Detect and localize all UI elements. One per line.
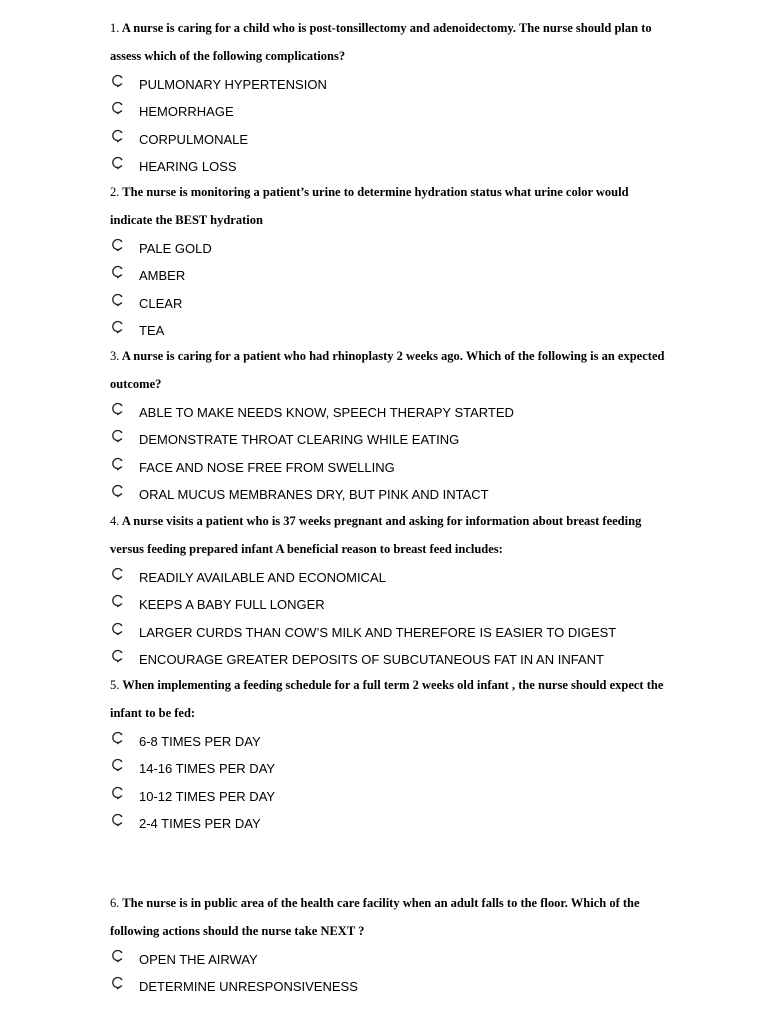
- question-1-text-line-1: [110, 20, 730, 36]
- option-label: ORAL MUCUS MEMBRANES DRY, BUT PINK AND INTACT: [139, 486, 489, 502]
- question-number: 1.: [110, 21, 120, 35]
- question-text: versus feeding prepared infant A beneficial reason to breast feed includes:: [110, 541, 503, 556]
- radio-button-icon[interactable]: [110, 484, 124, 498]
- radio-button-icon[interactable]: [110, 813, 124, 827]
- question-number: 3.: [110, 349, 120, 363]
- question-5-text-line-1: [110, 677, 730, 693]
- radio-button-icon[interactable]: [110, 758, 124, 772]
- radio-button-icon[interactable]: [110, 649, 124, 663]
- question-1-text-line-2: [110, 48, 730, 64]
- question-3-option-3[interactable]: [110, 459, 395, 477]
- question-text: following actions should the nurse take NEXT ?: [110, 923, 365, 938]
- question-4-text-line-2: [110, 541, 730, 557]
- question-number: 6.: [110, 896, 120, 910]
- option-label: HEMORRHAGE: [139, 104, 234, 120]
- question-6-text-line-1: [110, 895, 730, 911]
- option-label: READILY AVAILABLE AND ECONOMICAL: [139, 570, 386, 585]
- question-text: The nurse is in public area of the health care facility when an adult falls to the floor. Which of the: [122, 896, 640, 910]
- question-5-option-3[interactable]: [110, 788, 276, 806]
- option-label: HEARING LOSS: [139, 158, 237, 174]
- radio-button-icon[interactable]: [110, 949, 124, 963]
- option-label: KEEPS A BABY FULL LONGER: [139, 597, 325, 613]
- radio-button-icon[interactable]: [110, 129, 124, 143]
- radio-button-icon[interactable]: [110, 74, 124, 88]
- radio-button-icon[interactable]: [110, 101, 124, 115]
- question-2-option-3[interactable]: [110, 295, 183, 313]
- question-4-option-4[interactable]: [110, 651, 604, 669]
- question-4-option-1[interactable]: [110, 569, 386, 587]
- radio-button-icon[interactable]: [110, 293, 124, 307]
- question-4-text-line-1: [110, 513, 730, 529]
- radio-button-icon[interactable]: [110, 622, 124, 636]
- question-1-option-2[interactable]: [110, 103, 234, 121]
- radio-button-icon[interactable]: [110, 786, 124, 800]
- radio-button-icon[interactable]: [110, 567, 124, 581]
- radio-button-icon[interactable]: [110, 429, 124, 443]
- question-2-text-line-1: [110, 184, 730, 200]
- radio-button-icon[interactable]: [110, 238, 124, 252]
- option-label: 10-12 TIMES PER DAY: [139, 788, 276, 804]
- question-text: The nurse is monitoring a patient’s urine to determine hydration status what urine color would: [122, 185, 629, 199]
- option-label: DEMONSTRATE THROAT CLEARING WHILE EATING: [139, 432, 460, 448]
- option-label: TEA: [139, 322, 165, 338]
- question-text: indicate the BEST hydration: [110, 212, 263, 227]
- question-text: A nurse visits a patient who is 37 weeks pregnant and asking for information about breast feeding: [121, 514, 642, 528]
- option-label: LARGER CURDS THAN COW’S MILK AND THEREFORE IS EASIER TO DIGEST: [139, 624, 617, 640]
- option-label: 2-4 TIMES PER DAY: [139, 815, 261, 831]
- option-label: CORPULMONALE: [139, 131, 249, 147]
- radio-button-icon[interactable]: [110, 594, 124, 608]
- option-label: FACE AND NOSE FREE FROM SWELLING: [139, 459, 395, 475]
- question-1-option-1[interactable]: [110, 76, 327, 94]
- question-number: 2.: [110, 185, 120, 199]
- option-label: PULMONARY HYPERTENSION: [139, 77, 327, 92]
- question-3-text-line-1: [110, 348, 730, 364]
- question-5-option-2[interactable]: [110, 760, 276, 778]
- question-1-option-3[interactable]: [110, 131, 249, 149]
- radio-button-icon[interactable]: [110, 976, 124, 990]
- question-3-text-line-2: [110, 376, 730, 392]
- radio-button-icon[interactable]: [110, 320, 124, 334]
- question-text: assess which of the following complications?: [110, 48, 346, 63]
- question-6-option-2[interactable]: [110, 978, 358, 996]
- radio-button-icon[interactable]: [110, 265, 124, 279]
- question-6-option-1[interactable]: [110, 951, 258, 969]
- question-6-text-line-2: [110, 923, 730, 939]
- question-5-text-line-2: [110, 705, 730, 721]
- question-number: 5.: [110, 678, 120, 692]
- option-label: 14-16 TIMES PER DAY: [139, 761, 276, 777]
- question-2-text-line-2: [110, 212, 730, 228]
- question-2-option-1[interactable]: [110, 240, 212, 258]
- radio-button-icon[interactable]: [110, 156, 124, 170]
- option-label: OPEN THE AIRWAY: [139, 952, 258, 967]
- question-text: infant to be fed:: [110, 705, 196, 720]
- question-2-option-4[interactable]: [110, 322, 165, 340]
- question-5-option-1[interactable]: [110, 733, 261, 751]
- option-label: ABLE TO MAKE NEEDS KNOW, SPEECH THERAPY STARTED: [139, 405, 514, 420]
- question-5-option-4[interactable]: [110, 815, 261, 833]
- option-label: AMBER: [139, 268, 186, 284]
- question-1-option-4[interactable]: [110, 158, 237, 176]
- radio-button-icon[interactable]: [110, 457, 124, 471]
- question-text: A nurse is caring for a child who is post-tonsillectomy and adenoidectomy. The nurse should plan to: [121, 21, 652, 35]
- option-label: CLEAR: [139, 295, 183, 311]
- question-text: A nurse is caring for a patient who had rhinoplasty 2 weeks ago. Which of the following is an expected: [121, 349, 665, 363]
- question-4-option-2[interactable]: [110, 596, 325, 614]
- option-label: DETERMINE UNRESPONSIVENESS: [139, 979, 358, 995]
- option-label: PALE GOLD: [139, 241, 212, 256]
- question-text: outcome?: [110, 376, 162, 391]
- question-4-option-3[interactable]: [110, 624, 617, 642]
- question-3-option-1[interactable]: [110, 404, 514, 422]
- option-label: ENCOURAGE GREATER DEPOSITS OF SUBCUTANEOUS FAT IN AN INFANT: [139, 651, 604, 667]
- question-number: 4.: [110, 514, 120, 528]
- question-text: When implementing a feeding schedule for a full term 2 weeks old infant , the nurse should expect the: [122, 678, 664, 692]
- question-3-option-4[interactable]: [110, 486, 489, 504]
- radio-button-icon[interactable]: [110, 402, 124, 416]
- radio-button-icon[interactable]: [110, 731, 124, 745]
- question-3-option-2[interactable]: [110, 431, 460, 449]
- question-2-option-2[interactable]: [110, 267, 186, 285]
- option-label: 6-8 TIMES PER DAY: [139, 734, 261, 749]
